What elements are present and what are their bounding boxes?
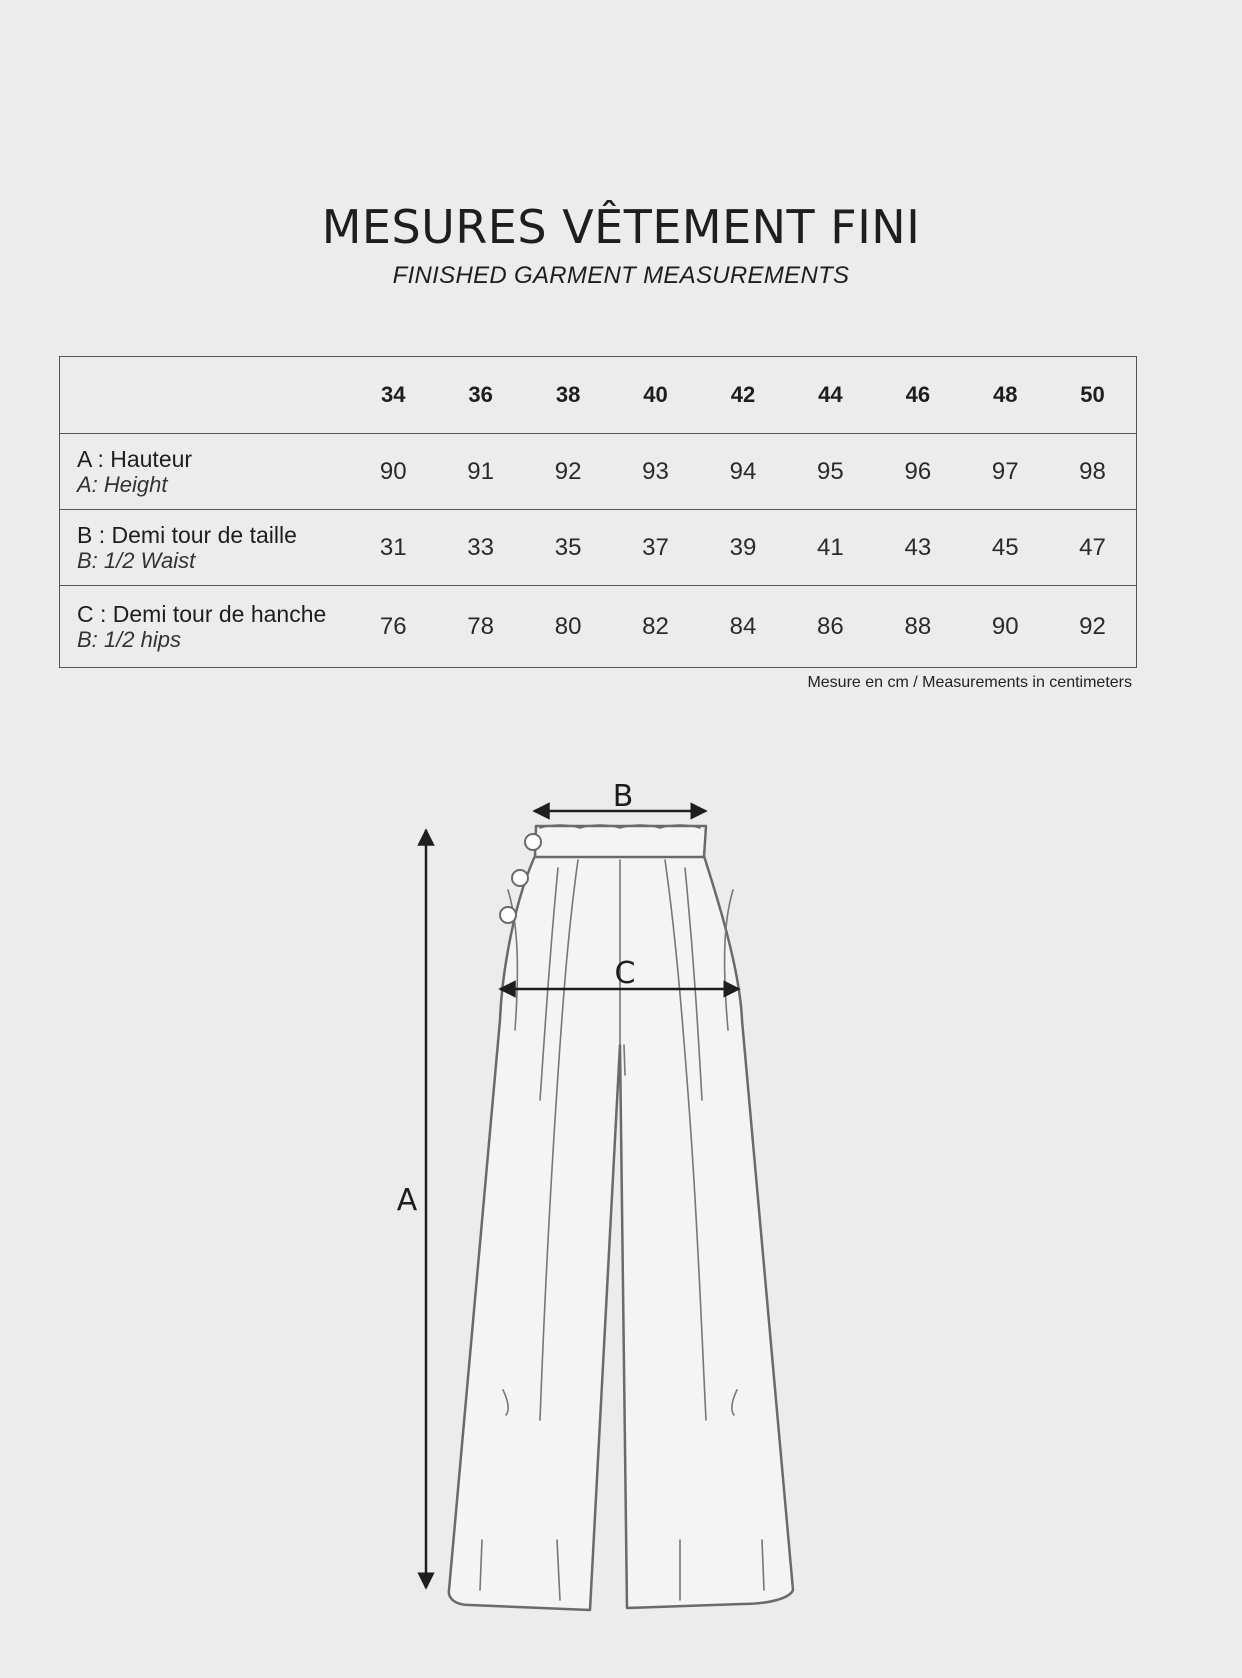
size-header: 50 <box>1080 382 1105 407</box>
size-header: 40 <box>643 382 668 407</box>
row-label-fr: B : Demi tour de taille <box>77 521 297 548</box>
table-cell: 39 <box>729 533 757 561</box>
table-cell: 90 <box>991 612 1019 640</box>
table-cell: 95 <box>817 457 844 485</box>
row-label-fr: C : Demi tour de hanche <box>77 600 327 627</box>
dimension-b-label: B <box>612 779 634 814</box>
page-title: MESURES VÊTEMENT FINI <box>321 200 921 254</box>
row-label-en: A: Height <box>77 471 168 497</box>
size-header: 38 <box>555 382 581 407</box>
table-cell: 90 <box>379 457 407 485</box>
size-header: 36 <box>468 382 493 407</box>
table-cell: 96 <box>904 457 932 485</box>
table-cell: 98 <box>1079 457 1106 485</box>
table-cell: 92 <box>554 457 582 485</box>
table-cell: 93 <box>642 457 669 485</box>
table-cell: 92 <box>1079 612 1106 640</box>
table-cell: 84 <box>729 612 757 640</box>
row-label-en: B: 1/2 hips <box>77 626 181 652</box>
page-subtitle: FINISHED GARMENT MEASUREMENTS <box>392 262 850 289</box>
row-label-en: B: 1/2 Waist <box>77 547 196 573</box>
table-cell: 43 <box>904 533 932 561</box>
table-cell: 76 <box>379 612 407 640</box>
row-label-fr: A : Hauteur <box>77 445 193 472</box>
table-cell: 37 <box>642 533 669 561</box>
table-cell: 45 <box>991 533 1019 561</box>
size-header: 48 <box>993 382 1018 407</box>
table-cell: 80 <box>554 612 582 640</box>
size-header: 46 <box>905 382 931 407</box>
dimension-a-label: A <box>396 1183 418 1218</box>
table-cell: 33 <box>467 533 494 561</box>
table-cell: 88 <box>904 612 932 640</box>
table-cell: 86 <box>817 612 844 640</box>
table-cell: 35 <box>554 533 582 561</box>
table-cell: 91 <box>467 457 494 485</box>
size-header: 44 <box>818 382 843 407</box>
size-header: 42 <box>730 382 756 407</box>
dimension-c-label: C <box>614 956 636 991</box>
wide-leg-trousers-icon <box>449 825 793 1610</box>
size-header: 34 <box>380 382 406 407</box>
measurement-unit-note: Mesure en cm / Measurements in centimeters <box>807 674 1132 691</box>
table-cell: 31 <box>379 533 407 561</box>
table-cell: 78 <box>467 612 494 640</box>
table-cell: 41 <box>817 533 844 561</box>
table-cell: 82 <box>642 612 669 640</box>
table-cell: 94 <box>729 457 757 485</box>
table-cell: 47 <box>1079 533 1106 561</box>
table-cell: 97 <box>991 457 1019 485</box>
